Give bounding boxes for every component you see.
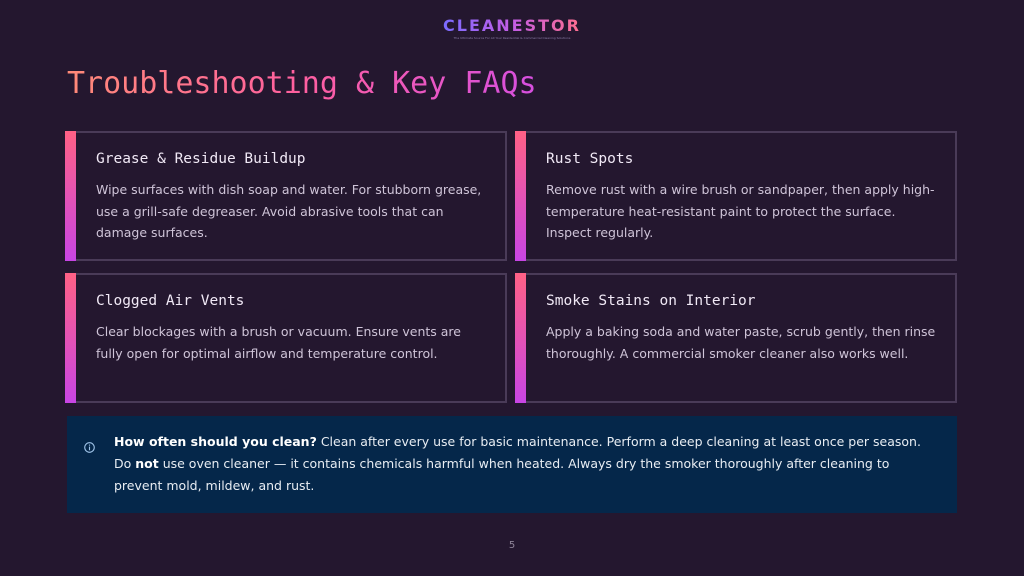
card-heading: Clogged Air Vents: [96, 293, 245, 309]
card-heading: Grease & Residue Buildup: [96, 151, 306, 167]
page-number: 5: [508, 540, 516, 551]
slide-title: Troubleshooting & Key FAQs: [67, 64, 537, 104]
logo-text: CLEANESTOR: [443, 16, 581, 35]
card-body: Wipe surfaces with dish soap and water. For stubborn grease, use a grill-safe degreaser. Avoid abrasive tools that can damage surfaces.: [96, 182, 482, 240]
note-text-part1: Clean after every use for basic maintenance. Perform a deep cleaning at least once per season. Do: [114, 434, 921, 471]
faq-card-vents: [65, 273, 507, 403]
note-emphasis: not: [135, 456, 159, 471]
card-accent-bar: [515, 131, 526, 261]
info-icon: [84, 438, 95, 449]
card-body: Apply a baking soda and water paste, scrub gently, then rinse thoroughly. A commercial smoker cleaner also works well.: [546, 324, 936, 361]
cleaning-frequency-note: [67, 416, 957, 513]
card-accent-bar: [515, 273, 526, 403]
note-text: [114, 431, 934, 497]
note-text-part2: use oven cleaner — it contains chemicals harmful when heated. Always dry the smoker thoroughly after cleaning to prevent mold, mildew, and rust.: [114, 456, 890, 493]
faq-card-grease: [65, 131, 507, 261]
faq-card-rust: [515, 131, 957, 261]
faq-card-smoke: [515, 273, 957, 403]
brand-logo: [0, 16, 1024, 40]
logo-tagline: The Ultimate Source For All Your Residential & Commercial Cleaning Solutions: [453, 36, 571, 40]
card-body: Clear blockages with a brush or vacuum. Ensure vents are fully open for optimal airflow and temperature control.: [96, 324, 461, 361]
card-heading: Rust Spots: [546, 151, 634, 167]
card-heading: Smoke Stains on Interior: [546, 293, 756, 309]
note-question: How often should you clean?: [114, 434, 317, 449]
card-accent-bar: [65, 131, 76, 261]
card-body: Remove rust with a wire brush or sandpaper, then apply high-temperature heat-resistant paint to protect the surface. Inspect regularly.: [546, 182, 935, 240]
card-accent-bar: [65, 273, 76, 403]
